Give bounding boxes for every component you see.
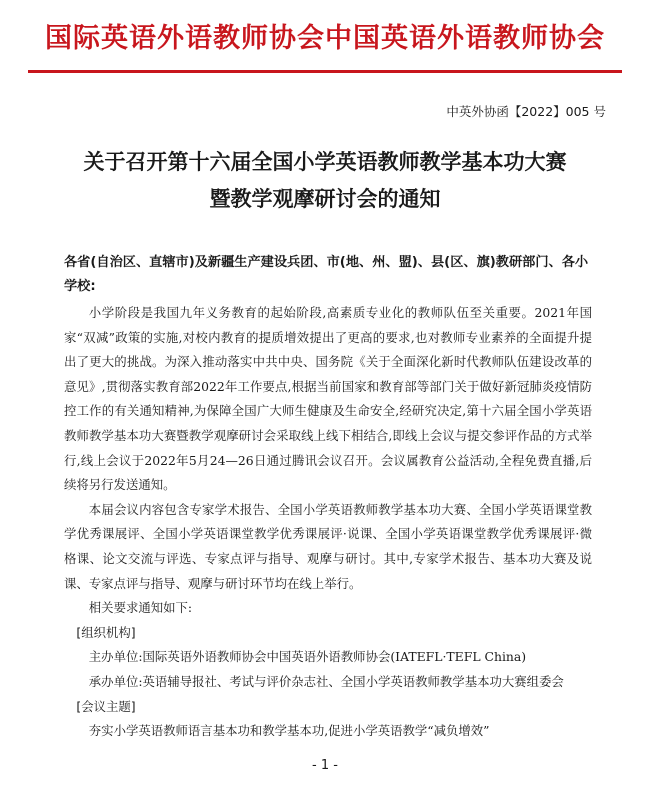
page-number: - 1 -	[312, 758, 338, 773]
section-heading-theme: [会议主题]	[76, 698, 136, 714]
paragraph-content: 本届会议内容包含专家学术报告、全国小学英语教师教学基本功大赛、全国小学英语课堂教学优秀课展评、全国小学英语课堂教学优秀课展评·说课、全国小学英语课堂教学优秀课展评·微格课、论文交流与评选、专家点评与指导、观摩与研讨。其中,专家学术报告、基本功大赛及说课、专家点评与指导、观摩与研讨环节均在线上举行。	[64, 501, 592, 591]
red-divider-line	[28, 70, 622, 73]
addressee: 各省(自治区、直辖市)及新疆生产建设兵团、市(地、州、盟)、县(区、旗)教研部门、各小学校:	[64, 255, 589, 294]
paragraph-requirements: 相关要求通知如下:	[88, 600, 193, 616]
body-text	[64, 301, 592, 744]
section-heading-organization: [组织机构]	[76, 624, 136, 640]
title-line-2: 暨教学观摩研讨会的通知	[209, 186, 441, 211]
organizer: 主办单位:国际英语外语教师协会中国英语外语教师协会(IATEFL·TEFL China)	[88, 649, 527, 665]
document-number: 中英外协函【2022】005 号	[446, 104, 606, 119]
paragraph-intro: 小学阶段是我国九年义务教育的起始阶段,高素质专业化的教师队伍至关重要。2021年国家“双减”政策的实施,对校内教育的提质增效提出了更高的要求,也对教师专业素养的全面提升提出了更大的挑战。为深入推动落实中共中央、国务院《关于全面深化新时代教师队伍建设改革的意见》,贯彻落实教育部2022年工作要点,根据当前国家和教育部等部门关于做好新冠肺炎疫情防控工作的有关通知精神,为保障全国广大师生健康及生命安全,经研究决定,第十六届全国小学英语教师教学基本功大赛暨教学观摩研讨会采取线上线下相结合,即线上会议与提交参评作品的方式举行,线上会议于2022年5月24—26日通过腾讯会议召开。会议属教育公益活动,全程免费直播,后续将另行发送通知。	[64, 305, 592, 493]
title-line-1: 关于召开第十六届全国小学英语教师教学基本功大赛	[83, 149, 567, 174]
co-organizer: 承办单位:英语辅导报社、考试与评价杂志社、全国小学英语教师教学基本功大赛组委会	[88, 673, 564, 689]
letterhead: 国际英语外语教师协会中国英语外语教师协会	[45, 23, 605, 54]
meeting-theme: 夯实小学英语教师语言基本功和教学基本功,促进小学英语教学“减负增效”	[88, 723, 490, 739]
